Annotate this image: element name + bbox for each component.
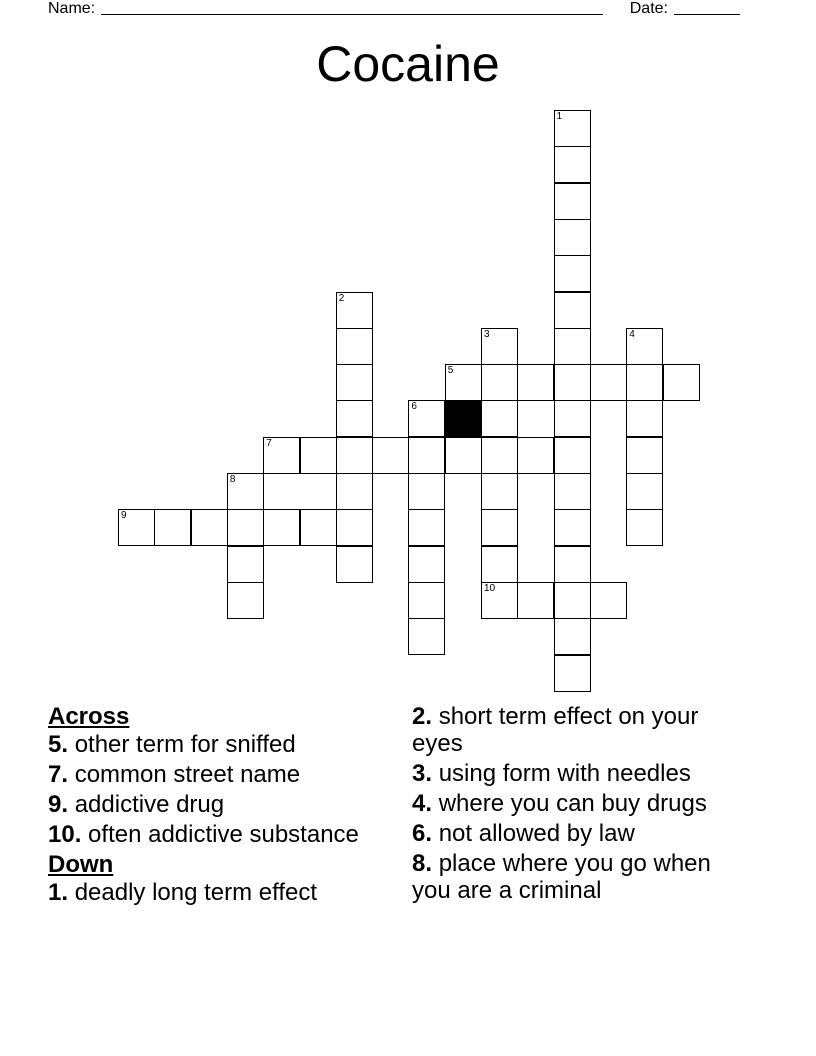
clue-down-2: [412, 703, 752, 757]
clue-down-8: [412, 850, 752, 904]
grid-cell[interactable]: [626, 437, 663, 474]
grid-cell[interactable]: [554, 437, 591, 474]
cell-number: 4: [629, 328, 635, 340]
grid-cell[interactable]: [154, 509, 191, 546]
clue-text: deadly long term effect: [74, 879, 318, 906]
grid-cell[interactable]: [554, 400, 591, 437]
grid-cell[interactable]: [554, 255, 591, 292]
across-heading: Across: [48, 703, 130, 730]
grid-cell[interactable]: [481, 582, 518, 619]
page-title: Cocaine: [316, 36, 500, 92]
cell-number: 2: [338, 292, 345, 304]
grid-cell[interactable]: [517, 437, 554, 474]
clues-right-column: [412, 703, 752, 907]
grid-cell[interactable]: [554, 146, 591, 183]
cell-number: 10: [484, 582, 496, 594]
down-heading: Down: [48, 851, 114, 878]
grid-cell[interactable]: [481, 473, 518, 510]
grid-cell[interactable]: [554, 546, 591, 583]
grid-cell[interactable]: [336, 328, 373, 365]
clue-text: using form with needles: [438, 760, 691, 787]
grid-cell[interactable]: [554, 328, 591, 365]
clue-text: short term effect on your eyes: [412, 703, 699, 757]
grid-cell[interactable]: [408, 509, 445, 546]
grid-cell[interactable]: [445, 364, 482, 401]
grid-cell[interactable]: [626, 400, 663, 437]
grid-cell[interactable]: [263, 437, 300, 474]
clue-text: other term for sniffed: [74, 731, 296, 758]
cell-number: 7: [266, 437, 272, 449]
clue-number: 7.: [48, 761, 69, 788]
grid-cell[interactable]: [626, 509, 663, 546]
clue-across-10: [48, 821, 388, 848]
cell-number: 9: [121, 510, 127, 522]
grid-cell[interactable]: [554, 219, 591, 256]
grid-cell[interactable]: [517, 582, 554, 619]
clue-text: where you can buy drugs: [438, 790, 707, 817]
grid-cell[interactable]: [372, 437, 409, 474]
clue-down-4: [412, 790, 752, 817]
clue-down-6: [412, 820, 752, 847]
grid-cell[interactable]: [263, 509, 300, 546]
clue-text: often addictive substance: [88, 821, 359, 848]
clue-text: not allowed by law: [438, 820, 635, 847]
clue-number: 8.: [412, 850, 433, 877]
grid-cell[interactable]: [408, 618, 445, 655]
grid-cell[interactable]: [554, 509, 591, 546]
clue-number: 6.: [412, 820, 433, 847]
grid-cell[interactable]: [481, 437, 518, 474]
clue-across-9: [48, 791, 388, 818]
grid-cell[interactable]: [626, 328, 663, 365]
clue-text: place where you go when you are a criminal: [412, 850, 711, 904]
grid-cell[interactable]: [554, 582, 591, 619]
cell-number: 3: [484, 328, 490, 340]
clue-number: 10.: [48, 821, 82, 848]
grid-cell[interactable]: [554, 110, 591, 147]
grid-cell[interactable]: [227, 582, 264, 619]
grid-cell[interactable]: [227, 473, 264, 510]
clue-text: addictive drug: [74, 791, 225, 818]
grid-cell[interactable]: [227, 509, 264, 546]
name-label: Name:: [48, 0, 96, 17]
grid-cell[interactable]: [481, 364, 518, 401]
cell-number: 1: [556, 111, 563, 122]
grid-cell[interactable]: [408, 473, 445, 510]
grid-cell[interactable]: [118, 509, 155, 546]
date-label: Date:: [629, 0, 668, 17]
clue-down-3: [412, 760, 752, 787]
grid-cell[interactable]: [300, 437, 337, 474]
grid-cell[interactable]: [554, 618, 591, 655]
grid-cell[interactable]: [336, 473, 373, 510]
clue-number: 1.: [48, 879, 69, 906]
grid-cell[interactable]: [336, 364, 373, 401]
clue-down-1: [48, 879, 388, 906]
clue-number: 2.: [412, 703, 433, 730]
grid-cell[interactable]: [517, 364, 554, 401]
grid-cell[interactable]: [481, 400, 518, 437]
grid-cell[interactable]: [445, 437, 482, 474]
grid-cell[interactable]: [590, 582, 627, 619]
grid-cell[interactable]: [408, 400, 445, 437]
grid-cell[interactable]: [554, 292, 591, 329]
clues-left-column: [48, 703, 388, 909]
grid-cell[interactable]: [554, 655, 591, 692]
clue-across-7: [48, 761, 388, 788]
clue-number: 4.: [412, 790, 433, 817]
clue-text: common street name: [74, 761, 301, 788]
clue-across-5: [48, 731, 388, 758]
clue-number: 3.: [412, 760, 433, 787]
grid-cell[interactable]: [663, 364, 700, 401]
black-cell: [445, 400, 482, 437]
grid-cell[interactable]: [336, 437, 373, 474]
clue-number: 5.: [48, 731, 69, 758]
grid-cell[interactable]: [626, 473, 663, 510]
grid-cell[interactable]: [300, 509, 337, 546]
grid-cell[interactable]: [336, 292, 373, 329]
grid-cell[interactable]: [408, 546, 445, 583]
grid-cell[interactable]: [336, 400, 373, 437]
grid-cell[interactable]: [336, 546, 373, 583]
cell-number: 8: [229, 474, 236, 485]
grid-cell[interactable]: [626, 364, 663, 401]
grid-cell[interactable]: [191, 509, 228, 546]
cell-number: 6: [411, 401, 417, 413]
grid-cell[interactable]: [554, 473, 591, 510]
grid-cell[interactable]: [408, 437, 445, 474]
grid-cell[interactable]: [481, 509, 518, 546]
grid-cell[interactable]: [408, 582, 445, 619]
grid-cell[interactable]: [554, 183, 591, 220]
clue-number: 9.: [48, 791, 69, 818]
grid-cell[interactable]: [336, 509, 373, 546]
grid-cell[interactable]: [554, 364, 591, 401]
grid-cell[interactable]: [590, 364, 627, 401]
cell-number: 5: [447, 365, 454, 377]
grid-cell[interactable]: [481, 546, 518, 583]
grid-cell[interactable]: [227, 546, 264, 583]
grid-cell[interactable]: [481, 328, 518, 365]
